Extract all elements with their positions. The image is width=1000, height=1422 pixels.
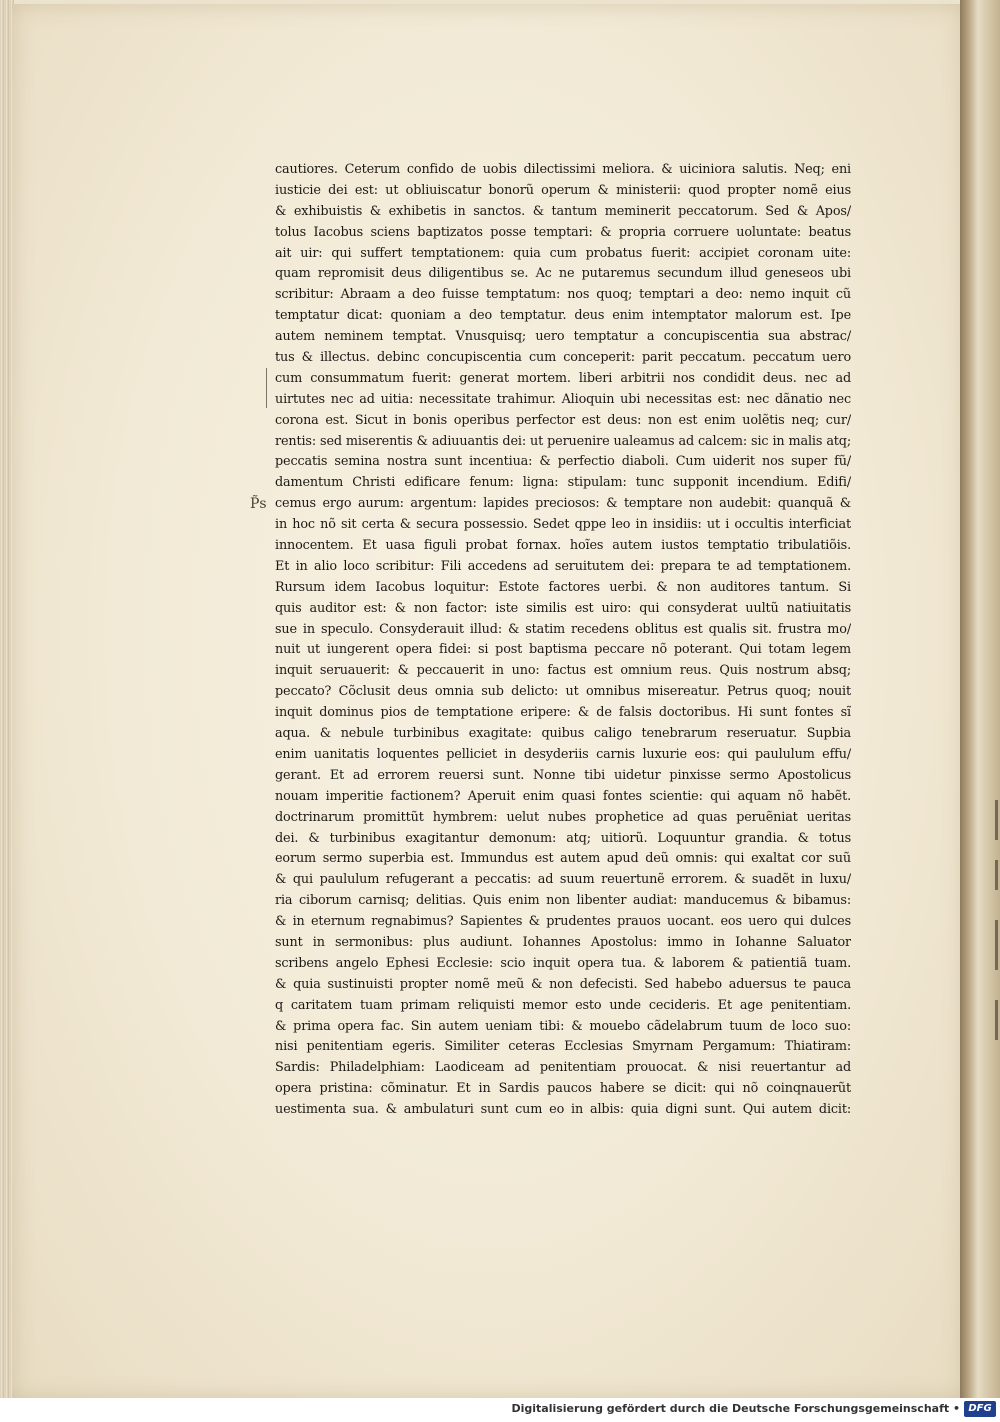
next-page-text-edge <box>995 920 998 970</box>
text-line: Et in alio loco scribitur: Fili accedens ad seruitutem dei: prepara te ad temptationem. <box>275 558 851 574</box>
text-line: eorum sermo superbia est. Immundus est autem apud deũ omnis: qui exaltat cor suũ <box>275 851 851 867</box>
text-line: opera pristina: cõminatur. Et in Sardis paucos habere se dicit: qui nõ coinqnauerũt <box>275 1081 851 1097</box>
text-line: sunt in sermonibus: plus audiunt. Iohannes Apostolus: immo in Iohanne Saluator <box>275 934 851 950</box>
text-line: enim uanitatis loquentes pelliciet in desyderiis carnis luxurie eos: qui paululum effu/ <box>275 746 851 762</box>
text-line: scribens angelo Ephesi Ecclesie: scio inquit opera tua. & laborem & patientiã tuam. <box>275 955 851 971</box>
text-line: peccato? Cõclusit deus omnia sub delicto: ut omnibus misereatur. Petrus quoq; nouit <box>275 684 851 700</box>
text-line: Rursum idem Iacobus loquitur: Estote factores uerbi. & non auditores tantum. Si <box>275 579 851 595</box>
text-line: uestimenta sua. & ambulaturi sunt cum eo in albis: quia digni sunt. Qui autem dicit: <box>275 1102 851 1118</box>
margin-bracket-mark <box>266 368 270 408</box>
text-line: peccatis semina nostra sunt incentiua: & perfectio diaboli. Cum uiderit nos super fũ/ <box>275 454 851 470</box>
text-line: & in eternum regnabimus? Sapientes & prudentes prauos uocant. eos uero qui dulces <box>275 914 851 930</box>
text-line: gerant. Et ad errorem reuersi sunt. Nonne tibi uidetur pinxisse sermo Apostolicus <box>275 767 851 783</box>
dfg-logo: DFG <box>964 1401 996 1417</box>
text-line: inquit seruauerit: & peccauerit in uno: factus est omnium reus. Quis nostrum absq; <box>275 663 851 679</box>
text-line: iusticie dei est: ut obliuiscatur bonorũ operum & ministerii: quod propter nomẽ eius <box>275 182 851 198</box>
text-line: ria ciborum carnisq; delitias. Quis enim non libenter audiat: manducemus & bibamus: <box>275 893 851 909</box>
text-line: scribitur: Abraam a deo fuisse temptatum: nos quoq; temptari a deo: nemo inquit cũ <box>275 287 851 303</box>
text-line: corona est. Sicut in bonis operibus perfector est deus: non est enim uolẽtis neq; cur/ <box>275 412 851 428</box>
text-line: autem neminem temptat. Vnusquisq; uero temptatur a concupiscentia sua abstrac/ <box>275 329 851 345</box>
text-line: nouam imperitie factionem? Aperuit enim quasi fontes scientie: qui aquam nõ habẽt. <box>275 788 851 804</box>
text-line: innocentem. Et uasa figuli probat fornax. hoĩes autem iustos temptatio tribulatiõis. <box>275 538 851 554</box>
book-gutter <box>960 0 1000 1400</box>
text-line: cemus ergo aurum: argentum: lapides preciosos: & temptare non audebit: quanquã & <box>275 496 851 512</box>
text-line: nisi penitentiam egeris. Similiter ceteras Ecclesias Smyrnam Pergamum: Thiatiram: <box>275 1039 851 1055</box>
text-line: cum consummatum fuerit: generat mortem. liberi arbitrii nos condidit deus. nec ad <box>275 370 851 386</box>
text-line: tus & illectus. debinc concupiscentia cum conceperit: parit peccatum. peccatum uero <box>275 350 851 366</box>
text-line: nuit ut iungerent opera fidei: si post baptisma peccare nõ poterant. Qui totam legem <box>275 642 851 658</box>
text-line: temptatur dicat: quoniam a deo temptatur. deus enim intemptator malorum est. Ipe <box>275 308 851 324</box>
text-line: quis auditor est: & non factor: iste similis est uiro: qui consyderat uultũ natiuitatis <box>275 600 851 616</box>
next-page-text-edge <box>995 1000 998 1040</box>
text-line: & prima opera fac. Sin autem ueniam tibi: & mouebo cãdelabrum tuum de loco suo: <box>275 1018 851 1034</box>
text-line: uirtutes nec ad uitia: necessitate trahimur. Alioquin ubi necessitas est: nec dãnatio nec <box>275 391 851 407</box>
next-page-text-edge <box>995 800 998 840</box>
text-line: quam repromisit deus diligentibus se. Ac ne putaremus secundum illud geneseos ubi <box>275 266 851 282</box>
margin-annotation: P̃s <box>250 496 267 512</box>
text-line: aqua. & nebule turbinibus exagitate: quibus caligo tenebrarum reseruatur. Supbia <box>275 726 851 742</box>
text-line: damentum Christi edificare fenum: ligna: stipulam: tunc supponit incendium. Edifi/ <box>275 475 851 491</box>
text-line: rentis: sed miserentis & adiuuantis dei: ut peruenire ualeamus ad calcem: sic in malis atq; <box>275 433 851 449</box>
text-line: Sardis: Philadelphiam: Laodiceam ad penitentiam prouocat. & nisi reuertantur ad <box>275 1060 851 1076</box>
text-line: in hoc nõ sit certa & secura possessio. Sedet qppe leo in insidiis: ut i occultis interficiat <box>275 517 851 533</box>
text-line: inquit dominus pios de temptatione eripere: & de falsis doctoribus. Hi sunt fontes sĩ <box>275 705 851 721</box>
digitization-credit: Digitalisierung gefördert durch die Deutsche Forschungsgemeinschaft • <box>511 1402 960 1415</box>
text-line: & quia sustinuisti propter nomẽ meũ & non defecisti. Sed habebo aduersus te pauca <box>275 976 851 992</box>
next-page-text-edge <box>995 860 998 890</box>
text-line: tolus Iacobus sciens baptizatos posse temptari: & propria corruere uoluntate: beatus <box>275 224 851 240</box>
text-line: & qui paululum refugerant a peccatis: ad suum reuertunẽ errorem. & suadẽt in luxu/ <box>275 872 851 888</box>
text-block <box>275 160 851 1121</box>
text-line: cautiores. Ceterum confido de uobis dilectissimi meliora. & uiciniora salutis. Neq; eni <box>275 162 851 177</box>
text-line: doctrinarum promittũt hymbrem: uelut nubes prophetice ad quas peruẽniat ueritas <box>275 809 851 825</box>
text-line: dei. & turbinibus exagitantur demonum: atq; uitiorũ. Loquuntur grandia. & totus <box>275 830 851 846</box>
text-line: & exhibuistis & exhibetis in sanctos. & tantum meminerit peccatorum. Sed & Apos/ <box>275 203 851 219</box>
text-line: sue in speculo. Consyderauit illud: & statim recedens oblitus est qualis sit. frustra mo/ <box>275 621 851 637</box>
text-line: q caritatem tuam primam reliquisti memor esto unde cecideris. Et age penitentiam. <box>275 997 851 1013</box>
text-line: ait uir: qui suffert temptationem: quia cum probatus fuerit: accipiet coronam uite: <box>275 245 851 261</box>
